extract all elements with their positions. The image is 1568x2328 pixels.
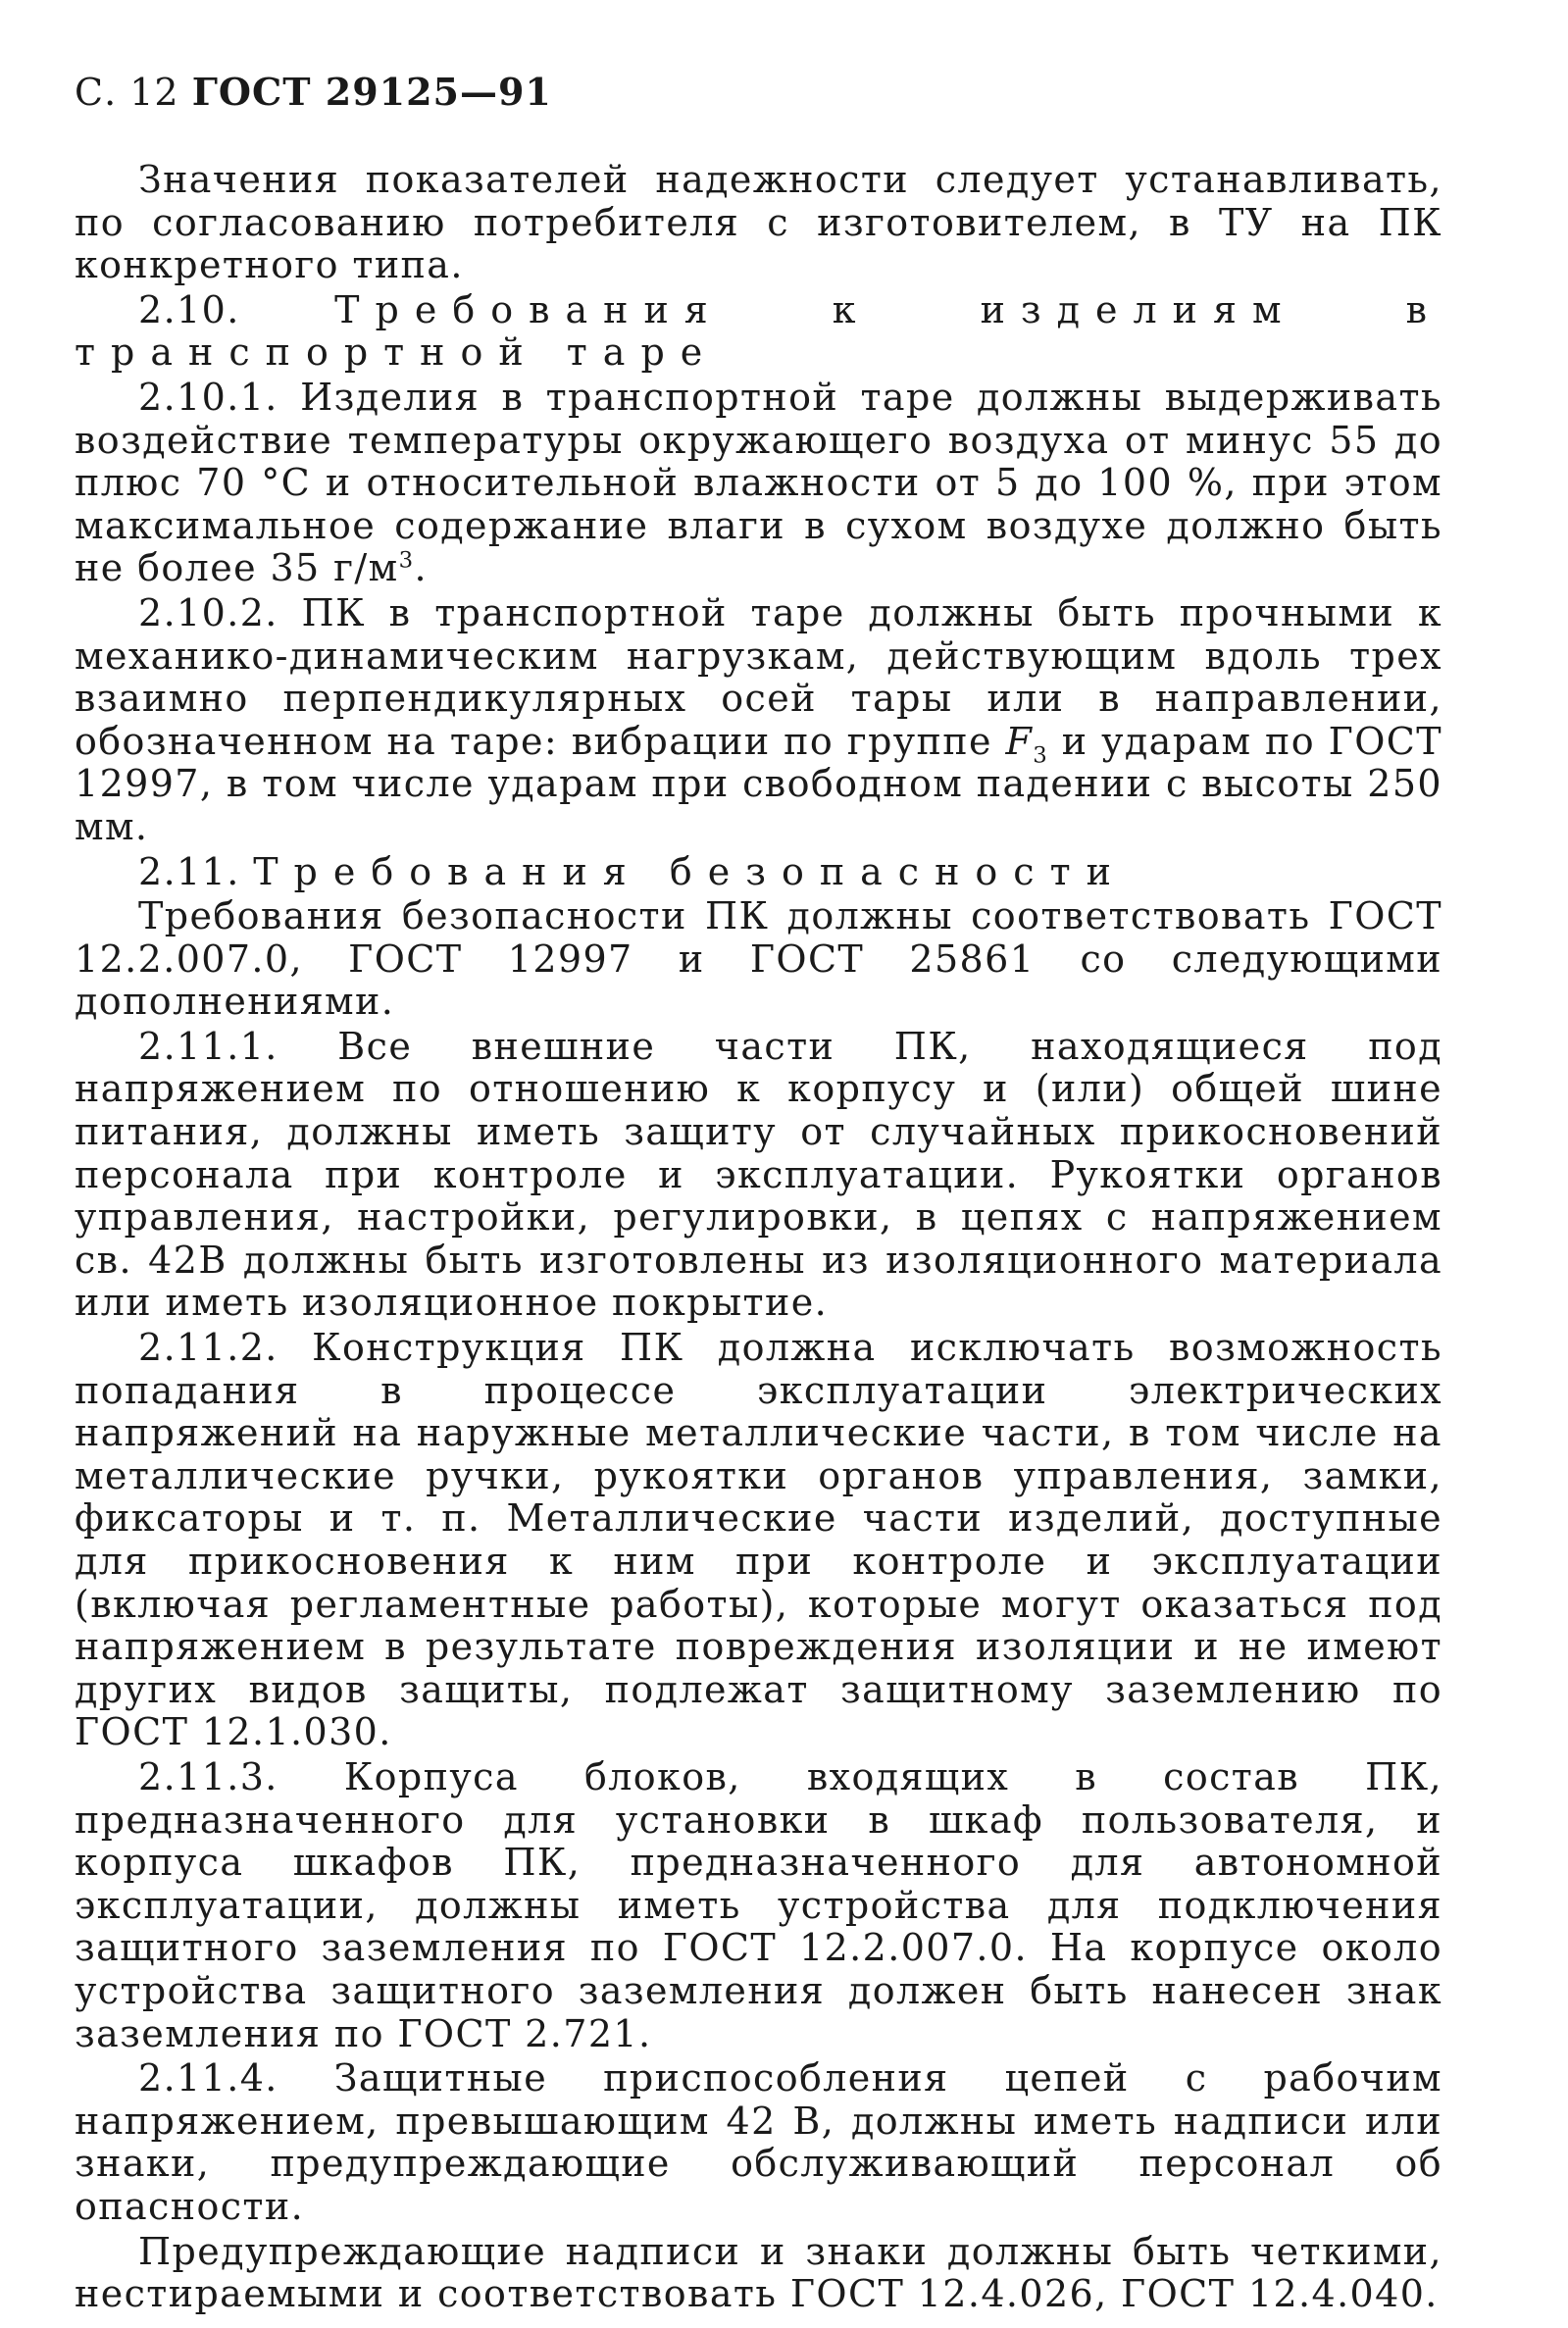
- paragraph-reliability: Значения показателей надежности следует устанавливать, по согласованию потребителя с изготовителем, в ТУ на ПК конкретного типа.: [75, 158, 1442, 287]
- document-page: [75, 69, 1442, 2318]
- section-number: 2.10.: [138, 287, 240, 331]
- paragraph-2-11-4: 2.11.4. Защитные приспособления цепей с рабочим напряжением, превышающим 42 В, должны иметь надписи или знаки, предупреждающие обслуживающий персонал об опасности.: [75, 2056, 1442, 2228]
- superscript: 3: [398, 547, 415, 574]
- paragraph-end: .: [414, 546, 428, 590]
- paragraph-text: 2.10.2. ПК в транспортной таре должны быть прочными к механико-динамическим нагрузкам, действующим вдоль трех взаимно перпендикулярных осей тары или в направлении, обозначенном на таре: вибрации по группе: [75, 590, 1442, 763]
- section-heading-2-10: [75, 289, 1442, 375]
- section-title: Требования безопасности: [253, 849, 1127, 893]
- paragraph-text-end: и ударам по ГОСТ 12997, в том числе ударам при свободном падении с высоты 250 мм.: [75, 719, 1442, 848]
- standard-number: ГОСТ 29125—91: [191, 70, 552, 114]
- paragraph-2-11-2: 2.11.2. Конструкция ПК должна исключать возможность попадания в процессе эксплуатации электрических напряжений на наружные металлические части, в том числе на металлические ручки, рукоятки органов управления, замки, фиксаторы и т. п. Металлические части изделий, доступные для прикосновения к ним при контроле и эксплуатации (включая регламентные работы), которые могут оказаться под напряжением в результате повреждения изоляции и не имеют других видов защиты, подлежат защитному заземлению по ГОСТ 12.1.030.: [75, 1326, 1442, 1754]
- paragraph-text: 2.10.1. Изделия в транспортной таре должны выдерживать воздействие температуры окружающего воздуха от минус 55 до плюс 70 °С и относительной влажности от 5 до 100 %, при этом максимальное содержание влаги в сухом воздухе должно быть не более 35 г/м: [75, 375, 1442, 590]
- subscript: 3: [1033, 742, 1049, 769]
- section-title: Требования к изделиям в транспортной таре: [75, 287, 1442, 375]
- paragraph-2-10-2: [75, 592, 1442, 849]
- paragraph-2-11-3: 2.11.3. Корпуса блоков, входящих в состав ПК, предназначенного для установки в шкаф пользователя, и корпуса шкафов ПК, предназначенного для автономной эксплуатации, должны иметь устройства для подключения защитного заземления по ГОСТ 12.2.007.0. На корпусе около устройства защитного заземления должен быть нанесен знак заземления по ГОСТ 2.721.: [75, 1754, 1442, 2055]
- page-number: С. 12: [75, 71, 179, 114]
- paragraph-warnings: Предупреждающие надписи и знаки должны быть четкими, нестираемыми и соответствовать ГОСТ 12.4.026, ГОСТ 12.4.040.: [75, 2229, 1442, 2316]
- paragraph-2-11: Требования безопасности ПК должны соответствовать ГОСТ 12.2.007.0, ГОСТ 12997 и ГОСТ 25861 со следующими дополнениями.: [75, 894, 1442, 1024]
- page-header: [75, 69, 1442, 116]
- section-heading-2-11: [75, 851, 1442, 894]
- section-number: 2.11.: [138, 849, 240, 893]
- document-body: [75, 159, 1442, 2316]
- group-symbol: F: [1005, 719, 1034, 763]
- paragraph-2-11-1: 2.11.1. Все внешние части ПК, находящиеся под напряжением по отношению к корпусу и (или) общей шине питания, должны иметь защиту от случайных прикосновений персонала при контроле и эксплуатации. Рукоятки органов управления, настройки, регулировки, в цепях с напряжением св. 42В должны быть изготовлены из изоляционного материала или иметь изоляционное покрытие.: [75, 1024, 1442, 1325]
- paragraph-2-10-1: [75, 377, 1442, 590]
